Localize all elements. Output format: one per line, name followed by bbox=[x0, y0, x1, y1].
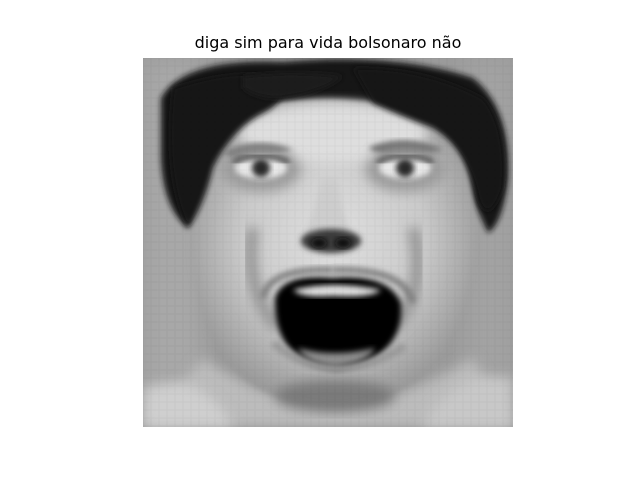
face-image bbox=[143, 58, 513, 427]
face-image-svg bbox=[143, 58, 513, 427]
plot-title: diga sim para vida bolsonaro não bbox=[194, 33, 462, 52]
